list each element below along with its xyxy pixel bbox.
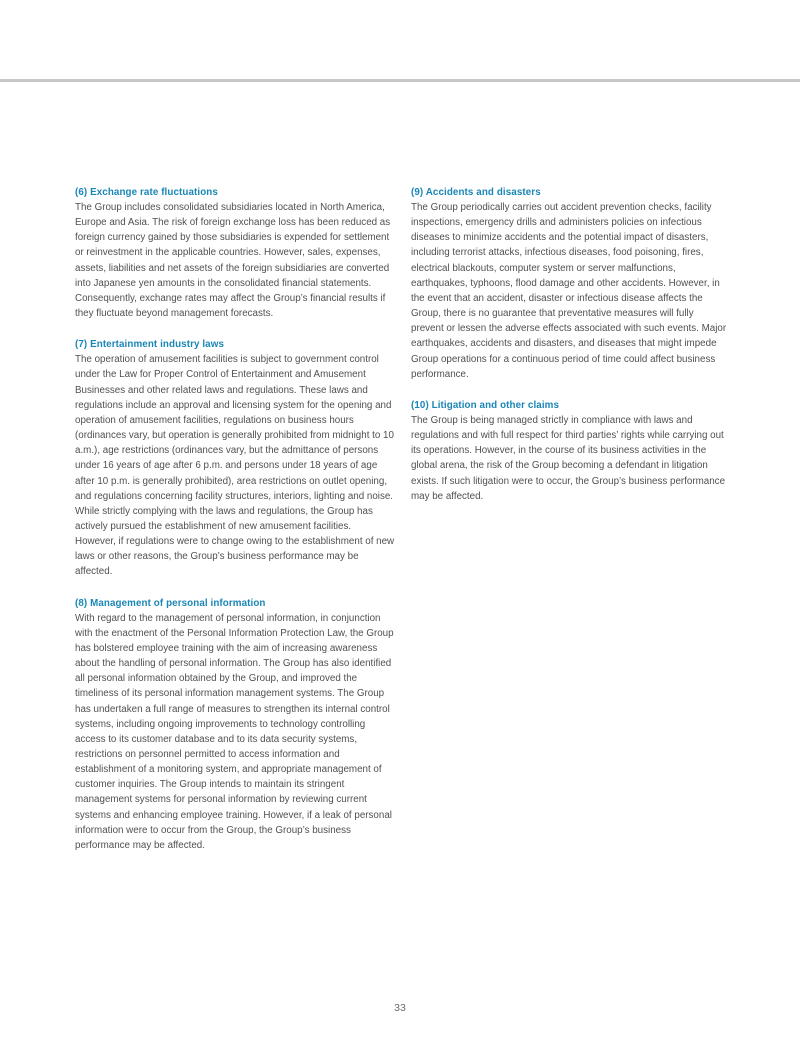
- right-column: [411, 185, 729, 520]
- section-paragraph: The operation of amusement facilities is subject to government control under the Law for Proper Control of Entertainment and Amusement Businesses and other related laws and regulations. These laws and regulations include an approval and licensing system for the opening and operation of amusement facilities, regulations on business hours (ordinances vary, but operation is generally prohibited from midnight to 10 a.m.), age restrictions (ordinances vary, but the admittance of persons under 16 years of age after 6 p.m. and persons under 18 years of age after 10 p.m. is generally prohibited), area restrictions on outlet opening, and regulations concerning facility structures, interiors, lighting and noise. While strictly complying with the laws and regulations, the Group has actively pursued the establishment of new amusement facilities.: [75, 354, 394, 532]
- section-paragraph: However, if regulations were to change owing to the establishment of new laws or other reasons, the Group’s business performance may be affected.: [75, 536, 395, 578]
- section-heading: (9) Accidents and disasters: [411, 187, 541, 198]
- section-heading: (10) Litigation and other claims: [411, 399, 559, 411]
- section-paragraph: With regard to the management of personal information, in conjunction with the enactment of the Personal Information Protection Law, the Group has bolstered employee training with the aim of increasing awareness about the handling of personal information. The Group has also identified all personal information obtained by the Group, and improved the timeliness of its personal information management systems. The Group has undertaken a full range of measures to strengthen its internal control systems, including ongoing improvements to technology controlling access to its customer database and to its data security systems, restrictions on personnel permitted to access information and establishment of a monitoring system, and appropriate management of customer inquiries. The Group intends to maintain its stringent management systems for personal information by reviewing current systems and enhancing employee training. However, if a leak of personal information were to occur from the Group, the Group’s business performance may be affected.: [75, 612, 394, 851]
- section-entertainment-laws: [75, 337, 397, 579]
- section-accidents-disasters: [411, 185, 729, 382]
- section-exchange-rate: [75, 185, 397, 321]
- section-paragraph: The Group periodically carries out accident prevention checks, facility inspections, emergency drills and administers policies on infectious diseases to minimize accidents and the potential impact of disasters, including terrorist attacks, infectious diseases, food poisoning, fires, electrical blackouts, computer system or server malfunctions, earthquakes, typhoons, flood damage and other accidents. However, in the event that an accident, disaster or infectious disease affects the Group, there is no guarantee that preventative measures will fully prevent or lessen the adverse effects associated with such events. Major earthquakes, accidents and disasters, and diseases that might impede Group operations for a continuous period of time could affect business performance.: [411, 202, 727, 380]
- section-paragraph: The Group includes consolidated subsidiaries located in North America, Europe and Asia. The risk of foreign exchange loss has been reduced as foreign currency gained by those subsidiaries is expended for settlement or reinvestment in the applicable countries. However, sales, expenses, assets, liabilities and net assets of the foreign subsidiaries are converted into Japanese yen amounts in the consolidated financial statements. Consequently, exchange rates may affect the Group’s financial results if they fluctuate beyond management forecasts.: [75, 202, 391, 320]
- section-litigation: [411, 398, 729, 504]
- section-heading: (8) Management of personal information: [75, 597, 266, 609]
- section-heading: (6) Exchange rate fluctuations: [75, 187, 218, 198]
- section-paragraph: The Group is being managed strictly in compliance with laws and regulations and with full respect for third parties’ rights while carrying out its operations. However, in the course of its business activities in the global arena, the risk of the Group becoming a defendant in litigation exists. If such litigation were to occur, the Group’s business performance may be affected.: [411, 414, 726, 502]
- section-heading: (7) Entertainment industry laws: [75, 339, 224, 351]
- page-number: 33: [394, 1002, 406, 1014]
- left-column: [75, 185, 397, 869]
- header-rule: [0, 79, 800, 82]
- section-personal-information: [75, 596, 397, 854]
